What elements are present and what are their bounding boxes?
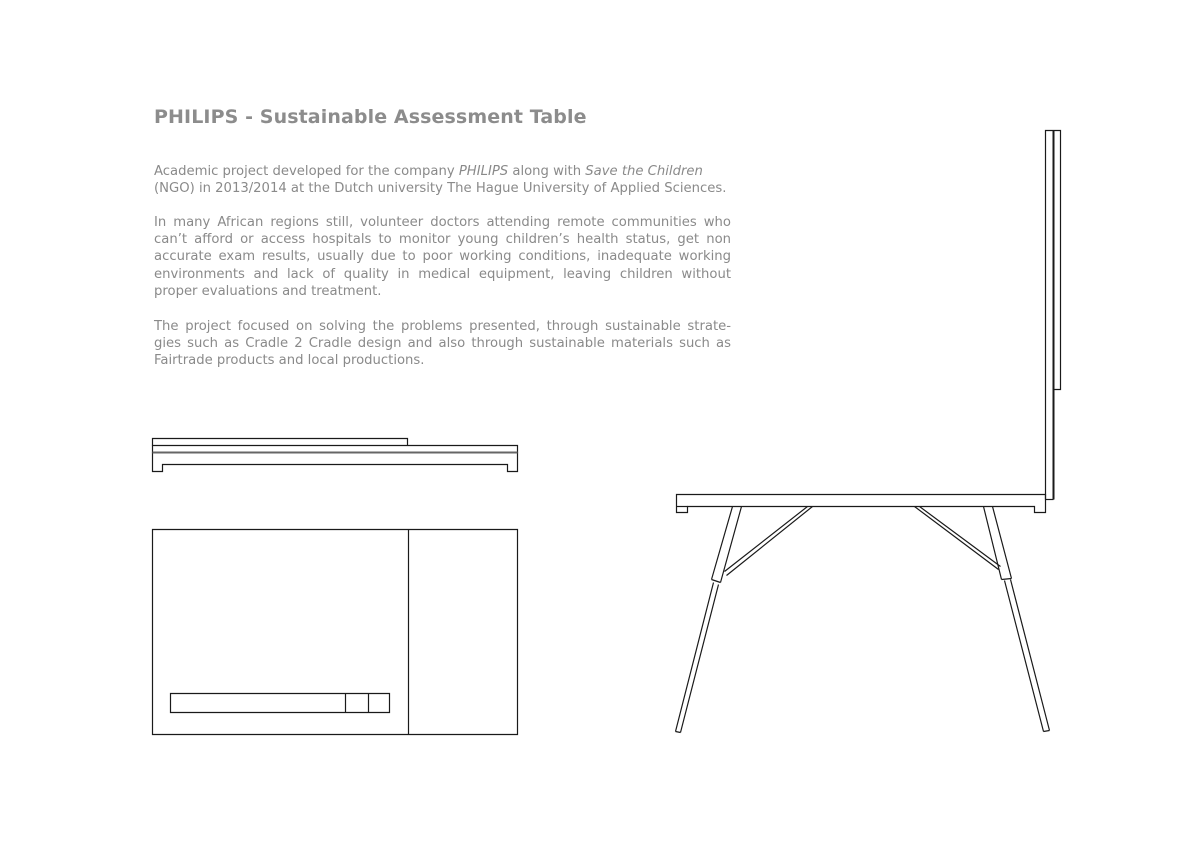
problem-paragraph: In many African regions still, volunteer doctors attending remote communities who can’t afford or access hospitals to monitor young children’s health status, get non accurate exam results, usually due to poor working conditions, inadequate working environments and lack of quality in medical equipment, leaving children without proper evaluations and treatment. (154, 215, 731, 299)
front-table-top (153, 446, 518, 453)
front-elevation-view (153, 439, 518, 472)
intro-text-3: (NGO) in 2013/2014 at the Dutch university The Hague University of Applied Sciences. (154, 181, 727, 197)
company-name: PHILIPS (458, 164, 509, 179)
top-plan-view (153, 530, 518, 735)
ngo-name: Save the Children (585, 164, 703, 179)
side-right-brace (915, 507, 1001, 570)
plan-tray-slot (171, 694, 390, 713)
intro-text-1: Academic project developed for the company (154, 164, 459, 179)
side-right-leg-lower (1005, 580, 1050, 732)
plan-outline (153, 530, 518, 735)
solution-paragraph: The project focused on solving the problems presented, through sustainable strate-gies such as Cradle 2 Cradle design and also through sustainable materials such as Fairtrade products and local productions. (154, 319, 731, 369)
side-left-leg-upper (712, 507, 742, 583)
side-left-leg-lower (676, 583, 719, 733)
page-title: PHILIPS - Sustainable Assessment Table (154, 106, 587, 128)
side-left-brace (725, 507, 813, 576)
side-elevation-view (676, 131, 1061, 733)
front-apron (153, 453, 518, 472)
front-top-panel (153, 439, 408, 446)
intro-text-2: along with (508, 164, 586, 179)
